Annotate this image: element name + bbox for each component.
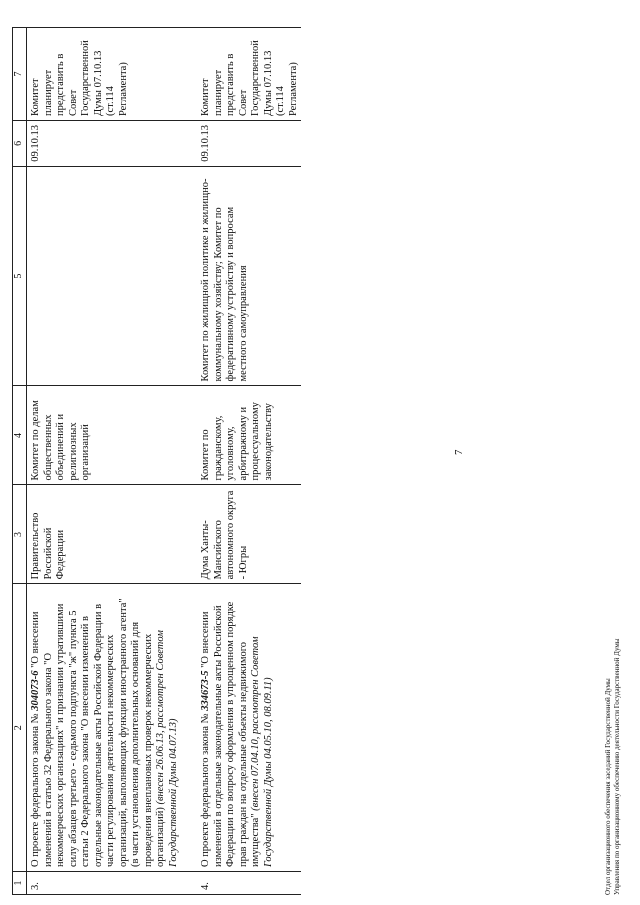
bill-description	[27, 584, 182, 872]
column-header-row	[13, 28, 27, 895]
responsible-committee: Комитет по делам общественных объединений и религиозных организаций	[27, 386, 182, 485]
review-date: 09.10.13	[199, 121, 301, 167]
row-number: 4.	[199, 872, 301, 895]
bill-description	[199, 584, 301, 872]
footer-line: Управления по организационному обеспечению деятельности Государственной Думы	[613, 638, 621, 895]
initiator: Правительство Российской Федерации	[27, 485, 182, 584]
co-executor-committee	[27, 166, 182, 386]
bill-title: "О внесении изменений в статью 32 Федерального закона "О некоммерческих организациях" и признании утратившими силу абзацев третьего - седьмого подпункта "ж" пункта 5 статьи 2 Федерального закона "О внесении изменений в отдельные законодательные акты Российской Федерации в части регулирования деятельности некоммерческих организаций, выполняющих функции иностранного агента" (в части установления дополнительных оснований для проведения внеплановых проверок некоммерческих организаций)	[30, 598, 166, 868]
table-row	[27, 28, 182, 895]
initiator: Дума Ханты-Мансийского автономного округа - Югры	[199, 485, 301, 584]
co-executor-committee: Комитет по жилищной политике и жилищно-коммунальному хозяйству; Комитет по федеративному устройству и вопросам местного самоуправления	[199, 166, 301, 386]
bill-title-prefix: О проекте федерального закона №	[200, 710, 211, 868]
review-date: 09.10.13	[27, 121, 182, 167]
column-header: 5	[13, 166, 27, 386]
column-header: 2	[13, 584, 27, 872]
bill-title: "О внесении изменений в отдельные законодательные акты Российской Федерации по вопросу оформления в упрощенном порядке прав граждан на отдельные объекты недвижимого имущества"	[200, 601, 261, 868]
row-spacer	[181, 28, 199, 895]
column-header: 3	[13, 485, 27, 584]
remark: Комитет планирует представить в Совет Государственной Думы 07.10.13 (ст.114 Регламента)	[27, 28, 182, 121]
column-header: 4	[13, 386, 27, 485]
bill-note: (внесен 07.04.10, рассмотрен Советом Государственной Думы 04.05.10, 08.09.11)	[250, 636, 274, 868]
table-row	[199, 28, 301, 895]
column-header: 6	[13, 121, 27, 167]
column-header: 7	[13, 28, 27, 121]
agenda-table	[12, 27, 301, 895]
bill-title-prefix: О проекте федерального закона №	[30, 710, 41, 868]
footer-line: Отдел организационного обеспечения заседаний Государственной Думы	[604, 678, 612, 895]
remark: Комитет планирует представить в Совет Государственной Думы 07.10.13 (ст.114 Регламента)	[199, 28, 301, 121]
bill-number: 334673-5	[200, 670, 211, 711]
page-number: 7	[453, 449, 465, 455]
bill-number: 304073-6	[30, 670, 41, 711]
column-header: 1	[13, 872, 27, 895]
responsible-committee: Комитет по гражданскому, уголовному, арбитражному и процессуальному законодательству	[199, 386, 301, 485]
footer	[604, 639, 622, 895]
row-number: 3.	[27, 872, 182, 895]
bill-note: (внесен 26.06.13, рассмотрен Советом Государственной Думы 04.07.13)	[155, 630, 179, 868]
